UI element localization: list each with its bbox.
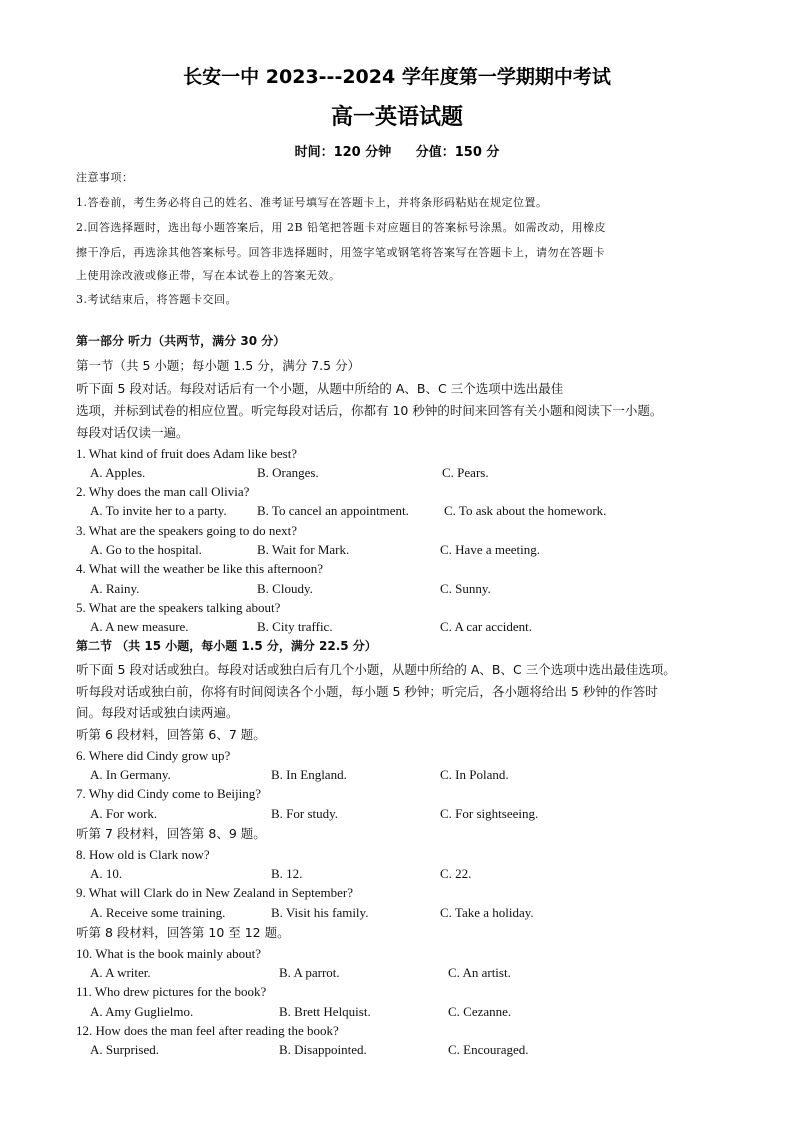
q4-option-c: C. Sunny. [440, 581, 491, 596]
q5-option-a: A. A new measure. [90, 619, 189, 634]
q7-option-c: C. For sightseeing. [440, 806, 539, 821]
question-6: 6. Where did Cindy grow up? [76, 748, 231, 763]
q3-option-a: A. Go to the hospital. [90, 542, 202, 557]
q3-option-c: C. Have a meeting. [440, 542, 540, 557]
q4-option-b: B. Cloudy. [257, 581, 313, 596]
notice-line-1: 1.答卷前，考生务必将自己的姓名、准考证号填写在答题卡上，并将条形码粘贴在规定位置。 [76, 196, 548, 209]
q10-option-b: B. A parrot. [279, 965, 340, 980]
q4-option-a: A. Rainy. [90, 581, 140, 596]
q7-option-a: A. For work. [90, 806, 158, 821]
q11-option-c: C. Cezanne. [448, 1004, 512, 1019]
section2-instruction-2: 听每段对话或独白前，你将有时间阅读各个小题，每小题 5 秒钟；听完后，各小题将给出 5 秒钟的作答时 [76, 684, 658, 699]
q12-option-a: A. Surprised. [90, 1042, 159, 1057]
question-12: 12. How does the man feel after reading the book? [76, 1023, 339, 1038]
question-11: 11. Who drew pictures for the book? [76, 984, 267, 999]
question-7: 7. Why did Cindy come to Beijing? [76, 786, 261, 801]
q2-option-a: A. To invite her to a party. [90, 503, 227, 518]
exam-time: 时间：120 分钟 [294, 145, 392, 160]
q10-option-c: C. An artist. [448, 965, 511, 980]
q9-option-b: B. Visit his family. [271, 905, 369, 920]
section1-instruction-3: 每段对话仅读一遍。 [76, 425, 189, 440]
notice-line-4: 上使用涂改液或修正带，写在本试卷上的答案无效。 [76, 269, 341, 282]
notice-line-3: 擦干净后，再选涂其他答案标号。回答非选择题时，用签字笔或钢笔将答案写在答题卡上，请勿在答题卡 [76, 246, 605, 259]
material-6-note: 听第 6 段材料，回答第 6、7 题。 [76, 727, 266, 742]
q7-option-b: B. For study. [271, 806, 339, 821]
q6-option-b: B. In England. [271, 767, 347, 782]
question-10: 10. What is the book mainly about? [76, 946, 261, 961]
question-2: 2. Why does the man call Olivia? [76, 484, 250, 499]
question-8: 8. How old is Clark now? [76, 847, 210, 862]
material-8-note: 听第 8 段材料，回答第 10 至 12 题。 [76, 925, 290, 940]
section2-instruction-3: 间。每段对话或独白读两遍。 [76, 705, 239, 720]
section2-instruction-1: 听下面 5 段对话或独白。每段对话或独白后有几个小题，从题中所给的 A、B、C 三个选项中选出最佳选项。 [76, 662, 676, 677]
q3-option-b: B. Wait for Mark. [257, 542, 350, 557]
part1-heading: 第一部分 听力（共两节，满分 30 分） [76, 334, 286, 348]
notice-heading: 注意事项： [76, 171, 134, 184]
exam-meta [0, 141, 794, 160]
q10-option-a: A. A writer. [90, 965, 151, 980]
notice-line-5: 3.考试结束后，将答题卡交回。 [76, 293, 237, 306]
q9-option-a: A. Receive some training. [90, 905, 226, 920]
q12-option-c: C. Encouraged. [448, 1042, 529, 1057]
question-1: 1. What kind of fruit does Adam like best? [76, 446, 298, 461]
q1-option-b: B. Oranges. [257, 465, 319, 480]
q12-option-b: B. Disappointed. [279, 1042, 367, 1057]
q9-option-c: C. Take a holiday. [440, 905, 534, 920]
q6-option-c: C. In Poland. [440, 767, 509, 782]
q11-option-b: B. Brett Helquist. [279, 1004, 371, 1019]
exam-score: 分值：150 分 [415, 145, 500, 160]
question-3: 3. What are the speakers going to do next? [76, 523, 298, 538]
q11-option-a: A. Amy Guglielmo. [90, 1004, 194, 1019]
q2-option-c: C. To ask about the homework. [444, 503, 607, 518]
section2-heading: 第二节 （共 15 小题，每小题 1.5 分，满分 22.5 分） [76, 639, 377, 653]
exam-title: 长安一中 2023---2024 学年度第一学期期中考试 [183, 66, 611, 88]
q5-option-b: B. City traffic. [257, 619, 333, 634]
question-5: 5. What are the speakers talking about? [76, 600, 281, 615]
question-4: 4. What will the weather be like this afternoon? [76, 561, 324, 576]
q1-option-a: A. Apples. [90, 465, 146, 480]
section1-heading: 第一节（共 5 小题；每小题 1.5 分，满分 7.5 分） [76, 358, 361, 373]
question-9: 9. What will Clark do in New Zealand in September? [76, 885, 354, 900]
notice-line-2: 2.回答选择题时，选出每小题答案后，用 2B 铅笔把答题卡对应题目的答案标号涂黑。如需改动，用橡皮 [76, 221, 607, 234]
exam-subtitle: 高一英语试题 [330, 105, 463, 130]
q6-option-a: A. In Germany. [90, 767, 171, 782]
q5-option-c: C. A car accident. [440, 619, 533, 634]
q8-option-c: C. 22. [440, 866, 472, 881]
q8-option-a: A. 10. [90, 866, 123, 881]
section1-instruction-2: 选项，并标到试卷的相应位置。听完每段对话后，你都有 10 秒钟的时间来回答有关小题和阅读下一小题。 [76, 403, 663, 418]
q8-option-b: B. 12. [271, 866, 303, 881]
section1-instruction-1: 听下面 5 段对话。每段对话后有一个小题，从题中所给的 A、B、C 三个选项中选出最佳 [76, 381, 564, 396]
q1-option-c: C. Pears. [442, 465, 489, 480]
material-7-note: 听第 7 段材料，回答第 8、9 题。 [76, 826, 266, 841]
q2-option-b: B. To cancel an appointment. [257, 503, 409, 518]
